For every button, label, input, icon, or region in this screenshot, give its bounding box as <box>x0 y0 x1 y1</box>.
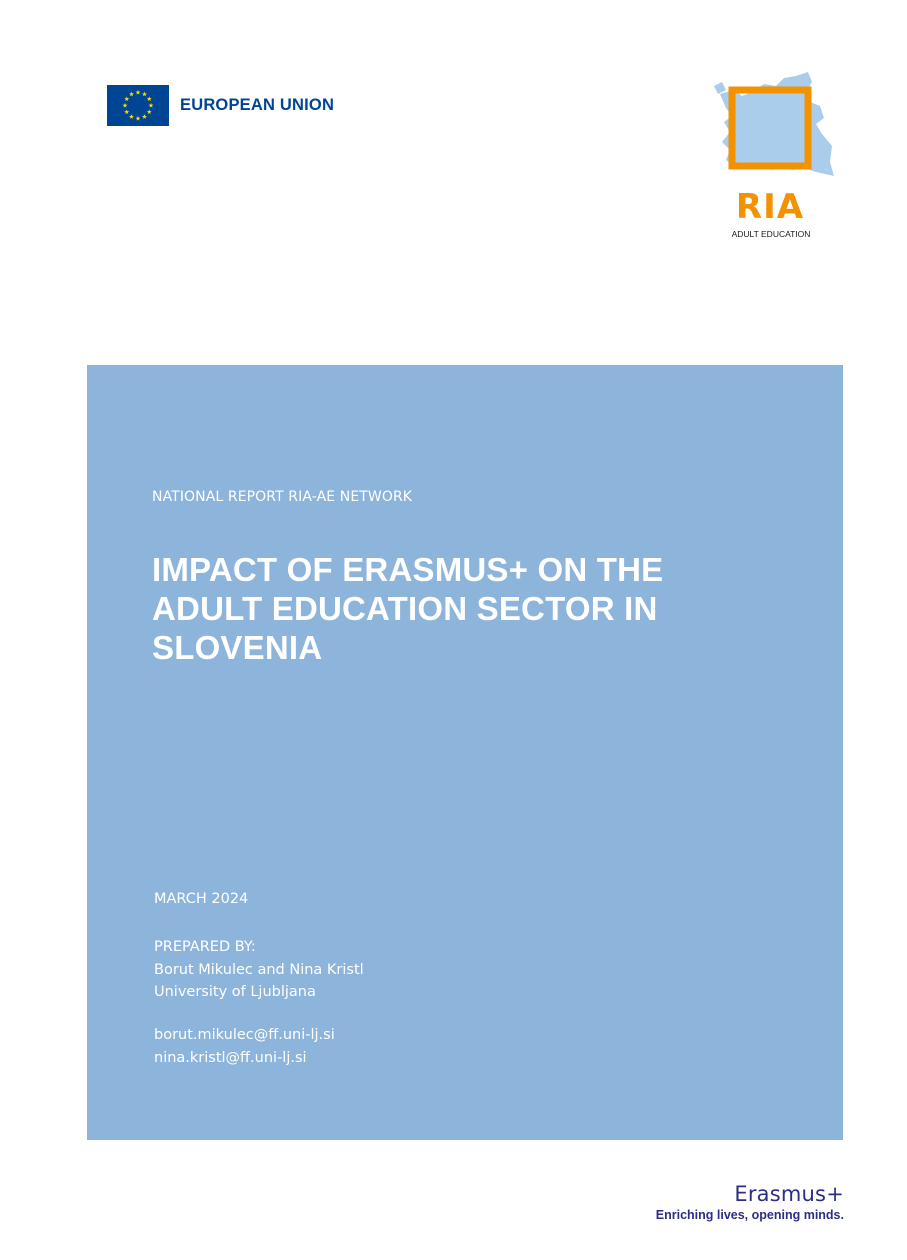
prepared-by-block <box>154 936 364 1004</box>
ria-logo <box>0 0 907 260</box>
erasmus-logo <box>656 1182 844 1223</box>
report-title <box>152 550 712 667</box>
institution: University of Ljubljana <box>154 984 316 1000</box>
title-line: ADULT EDUCATION SECTOR IN <box>152 590 658 627</box>
eu-label: EUROPEAN UNION <box>180 96 335 114</box>
email-link[interactable]: nina.kristl@ff.uni-lj.si <box>154 1049 307 1066</box>
authors: Borut Mikulec and Nina Kristl <box>154 961 364 978</box>
report-date: MARCH 2024 <box>154 891 249 907</box>
email-link[interactable]: borut.mikulec@ff.uni-lj.si <box>154 1027 335 1043</box>
contact-emails <box>154 1024 335 1069</box>
title-line: SLOVENIA <box>152 629 323 666</box>
europe-map-icon <box>712 72 837 180</box>
prepared-label: PREPARED BY: <box>154 939 256 955</box>
cover-panel <box>87 365 843 1140</box>
ria-subtitle: ADULT EDUCATION <box>731 229 811 239</box>
title-line: IMPACT OF ERASMUS+ ON THE <box>152 551 664 588</box>
ria-name: RIA <box>735 187 805 227</box>
erasmus-tagline: Enriching lives, opening minds. <box>655 1208 844 1222</box>
report-type: NATIONAL REPORT RIA-AE NETWORK <box>152 489 413 505</box>
erasmus-name: Erasmus+ <box>734 1182 844 1206</box>
